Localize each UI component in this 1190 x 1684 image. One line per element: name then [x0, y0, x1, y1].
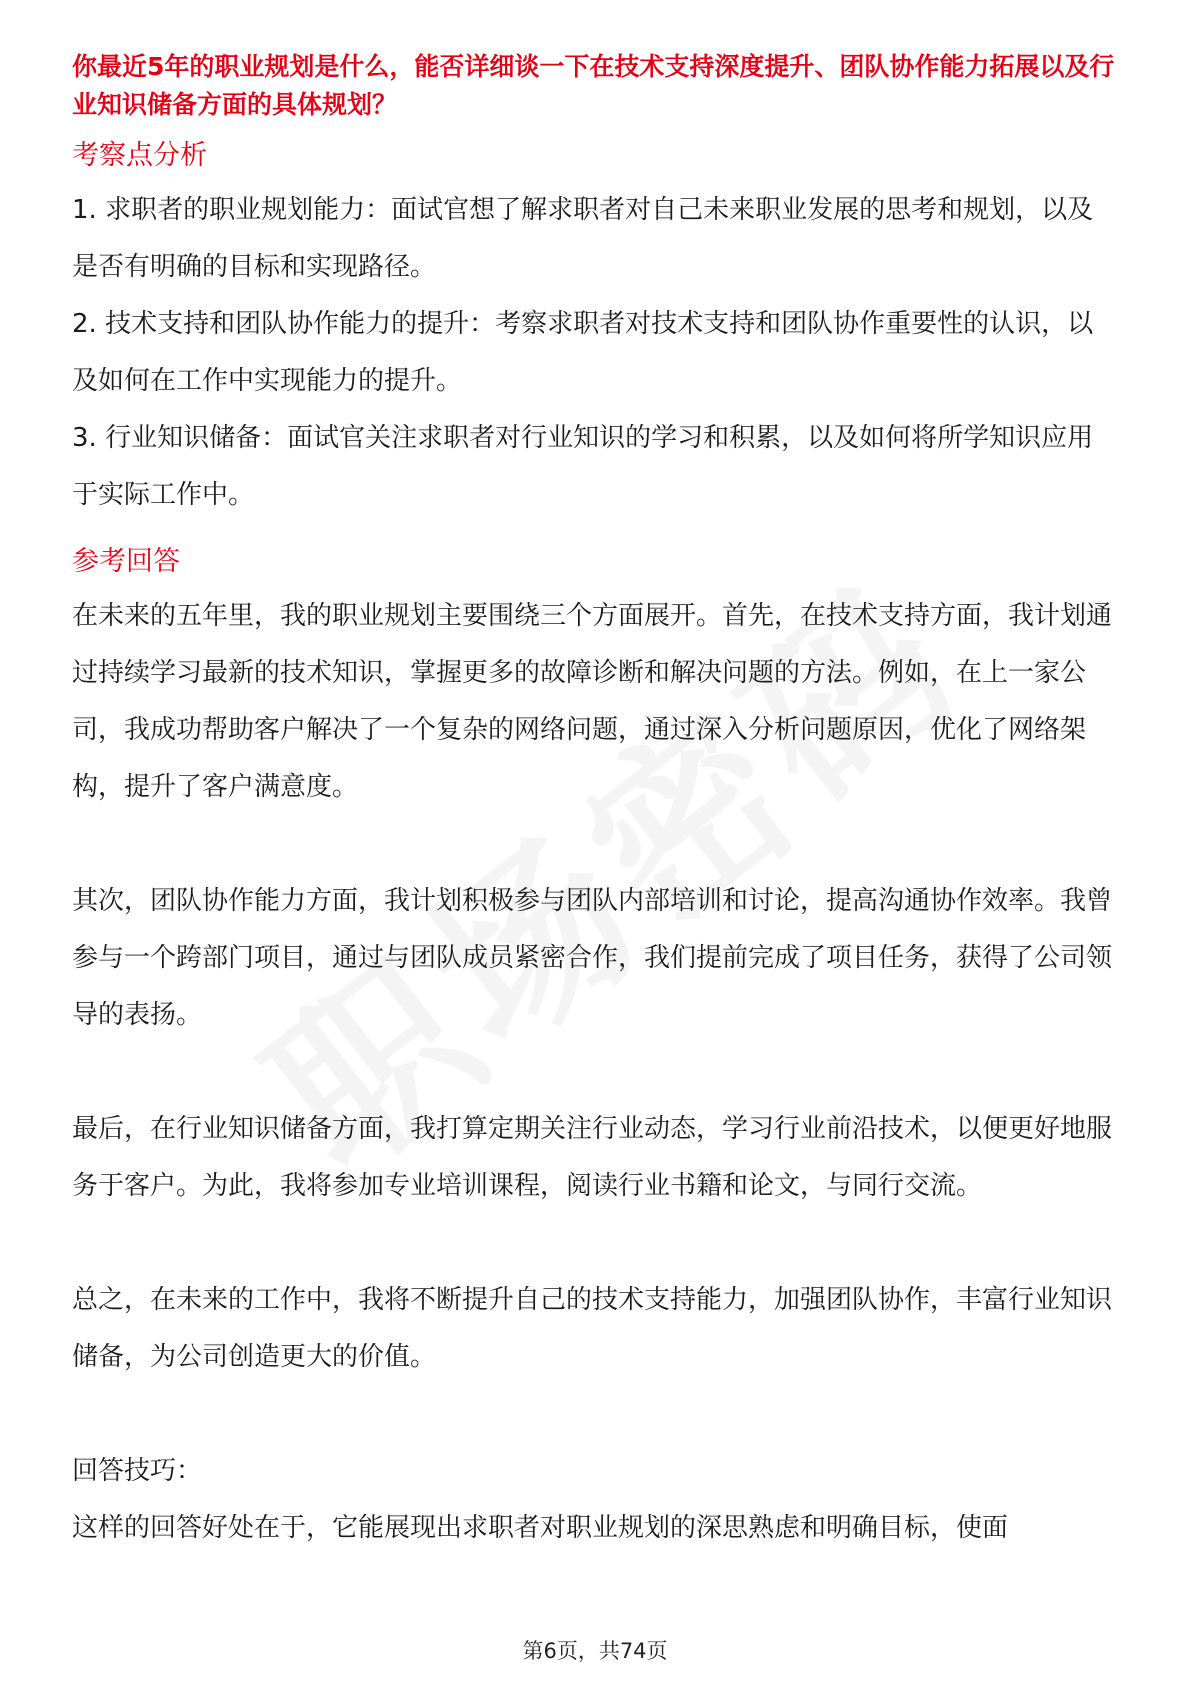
answer-paragraph: 其次，团队协作能力方面，我计划积极参与团队内部培训和讨论，提高沟通协作效率。我曾参与一个跨部门项目，通过与团队成员紧密合作，我们提前完成了项目任务，获得了公司领导的表扬。 — [72, 886, 1113, 1030]
tips-text: 这样的回答好处在于，它能展现出求职者对职业规划的深思熟虑和明确目标，使面 — [72, 1513, 1009, 1543]
paragraph-spacer — [72, 1044, 1118, 1101]
analysis-point: 2. 技术支持和团队协作能力的提升：考察求职者对技术支持和团队协作重要性的认识，以及如何在工作中实现能力的提升。 — [72, 309, 1094, 396]
tips-title: 回答技巧： — [72, 1456, 203, 1486]
paragraph-spacer — [72, 816, 1118, 873]
paragraph-spacer — [72, 1215, 1118, 1272]
analysis-point: 1. 求职者的职业规划能力：面试官想了解求职者对自己未来职业发展的思考和规划，以及是否有明确的目标和实现路径。 — [72, 195, 1094, 282]
paragraph-spacer — [72, 1386, 1118, 1443]
answer-paragraph: 总之，在未来的工作中，我将不断提升自己的技术支持能力，加强团队协作，丰富行业知识储备，为公司创造更大的价值。 — [72, 1285, 1113, 1372]
answer-title: 参考回答 — [72, 546, 180, 577]
question-heading: 你最近5年的职业规划是什么，能否详细谈一下在技术支持深度提升、团队协作能力拓展以及行业知识储备方面的具体规划？ — [72, 52, 1115, 119]
answer-paragraph: 在未来的五年里，我的职业规划主要围绕三个方面展开。首先，在技术支持方面，我计划通过持续学习最新的技术知识，掌握更多的故障诊断和解决问题的方法。例如，在上一家公司，我成功帮助客户解决了一个复杂的网络问题，通过深入分析问题原因，优化了网络架构，提升了客户满意度。 — [72, 601, 1113, 802]
analysis-title: 考察点分析 — [72, 140, 207, 171]
answer-paragraph: 最后，在行业知识储备方面，我打算定期关注行业动态，学习行业前沿技术，以便更好地服务于客户。为此，我将参加专业培训课程，阅读行业书籍和论文，与同行交流。 — [72, 1114, 1113, 1201]
page-number: 第6页，共74页 — [522, 1639, 668, 1663]
document-page — [72, 48, 1118, 1557]
analysis-point: 3. 行业知识储备：面试官关注求职者对行业知识的学习和积累，以及如何将所学知识应用于实际工作中。 — [72, 423, 1094, 510]
